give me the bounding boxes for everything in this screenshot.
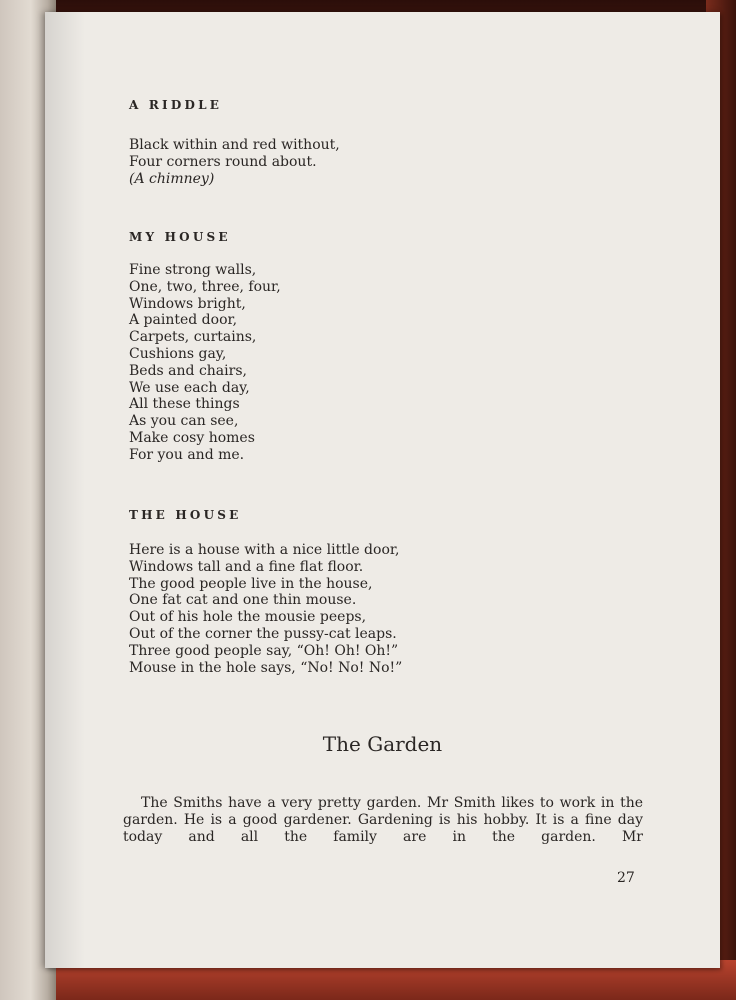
the-house-line: One fat cat and one thin mouse. — [129, 592, 357, 609]
riddle-answer: (A chimney) — [129, 170, 215, 187]
my-house-line: Carpets, curtains, — [129, 329, 257, 346]
book-page — [45, 12, 720, 968]
my-house-line: All these things — [129, 396, 240, 413]
my-house-line: Cushions gay, — [129, 345, 227, 362]
the-house-heading: THE HOUSE — [129, 508, 242, 522]
my-house-line: For you and me. — [129, 446, 245, 463]
garden-paragraph: The Smiths have a very pretty garden. Mr Smith likes to work in the garden. He is a good gardener. Gardening is his hobby. It is a fine day today and all the family are in the garden. Mr — [123, 795, 643, 845]
page-number: 27 — [617, 870, 635, 886]
my-house-line: A painted door, — [129, 312, 238, 329]
the-house-line: The good people live in the house, — [129, 575, 373, 592]
riddle-heading: A RIDDLE — [129, 98, 223, 112]
the-house-line: Mouse in the hole says, “No! No! No!” — [129, 659, 403, 676]
the-house-line: Out of his hole the mousie peeps, — [129, 609, 367, 626]
my-house-line: Beds and chairs, — [129, 362, 247, 379]
the-house-line: Windows tall and a fine flat floor. — [129, 558, 364, 575]
riddle-line: Four corners round about. — [129, 153, 317, 170]
my-house-line: Make cosy homes — [129, 429, 255, 446]
the-house-line: Three good people say, “Oh! Oh! Oh!” — [129, 642, 399, 659]
section-title: The Garden — [322, 732, 443, 756]
the-house-line: Out of the corner the pussy-cat leaps. — [129, 625, 397, 642]
my-house-line: One, two, three, four, — [129, 278, 281, 295]
the-house-verse — [129, 542, 402, 676]
the-house-line: Here is a house with a nice little door, — [129, 542, 400, 558]
my-house-line: Fine strong walls, — [129, 262, 257, 278]
riddle-verse — [129, 137, 340, 187]
my-house-line: Windows bright, — [129, 295, 246, 312]
my-house-line: We use each day, — [129, 379, 250, 396]
riddle-line: Black within and red without, — [129, 137, 340, 153]
my-house-verse — [129, 262, 281, 464]
my-house-line: As you can see, — [129, 413, 239, 430]
my-house-heading: MY HOUSE — [129, 230, 231, 244]
